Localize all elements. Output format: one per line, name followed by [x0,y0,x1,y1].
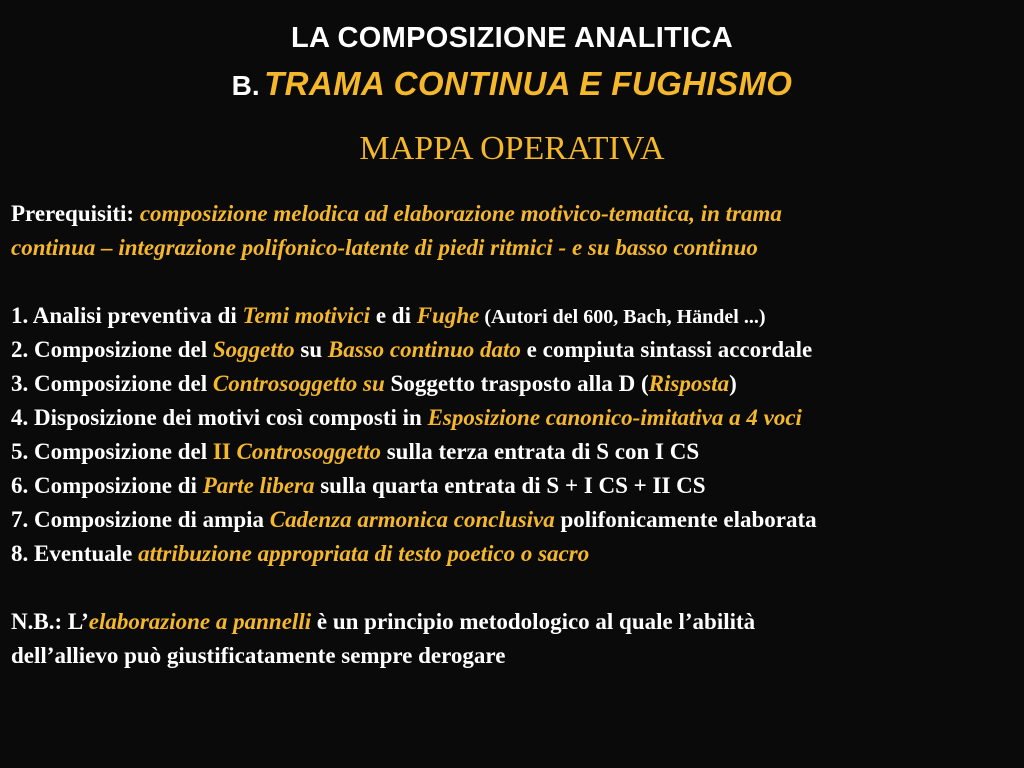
step-3-text-3: ) [729,371,737,396]
step-5-highlight: Controsoggetto [236,439,381,464]
step-8-highlight: attribuzione appropriata di testo poetico o sacro [138,541,590,566]
step-2-text-3: e compiuta sintassi accordale [520,337,813,362]
step-7-text-2: polifonicamente elaborata [554,507,817,532]
prerequisites-line-2 [11,231,1016,265]
step-8-text: 8. Eventuale [11,541,139,566]
step-8 [11,537,1016,571]
step-2-highlight: Soggetto [212,337,295,362]
step-6-highlight: Parte libera [202,473,315,498]
step-3-highlight-2: Risposta [648,371,730,396]
step-5 [11,435,1016,469]
step-1 [11,299,1016,333]
step-6-text-2: sulla quarta entrata di S + I CS + II CS [314,473,706,498]
step-2-text: 2. Composizione del [11,337,213,362]
step-3-highlight: Controsoggetto su [212,371,385,396]
slide-body [11,197,1016,673]
step-4-text: 4. Disposizione dei motivi così composti in [11,405,428,430]
prerequisites-text-1: composizione melodica ad elaborazione motivico-tematica, in trama [139,201,782,226]
step-2 [11,333,1016,367]
step-5-numeral: II [212,439,231,464]
step-1-highlight-2: Fughe [416,303,480,328]
note-label: N.B.: L’ [11,609,89,634]
step-7-text: 7. Composizione di ampia [11,507,270,532]
step-5-text-2: sulla terza entrata di S con I CS [380,439,700,464]
note-text-2: dell’allievo può giustificatamente sempre derogare [11,643,506,668]
spacer [11,571,1016,605]
note-line-1 [11,605,1016,639]
step-1-authors: (Autori del 600, Bach, Händel ...) [479,306,766,328]
step-1-highlight: Temi motivici [242,303,371,328]
step-6 [11,469,1016,503]
section-letter: B. [231,70,260,101]
prerequisites-text-2: continua – integrazione polifonico-latente di piedi ritmici - e su basso continuo [11,235,758,260]
note-line-2 [11,639,1016,673]
step-6-text: 6. Composizione di [11,473,203,498]
step-4-highlight: Esposizione canonico-imitativa a 4 voci [427,405,802,430]
step-2-highlight-2: Basso continuo dato [327,337,521,362]
section-title: TRAMA CONTINUA E FUGHISMO [264,65,793,102]
step-3 [11,367,1016,401]
note-highlight: elaborazione a pannelli [88,609,312,634]
prerequisites-label: Prerequisiti: [11,201,135,226]
map-heading: MAPPA OPERATIVA [359,130,665,167]
step-1-text-2: e di [370,303,417,328]
slide-title: LA COMPOSIZIONE ANALITICA [291,22,733,54]
slide-subtitle-heading [0,64,1024,111]
spacer [11,265,1016,299]
step-3-text-2: Soggetto trasposto alla D ( [384,371,649,396]
step-7 [11,503,1016,537]
note-text: è un principio metodologico al quale l’abilità [311,609,756,634]
prerequisites-line-1 [11,197,1016,231]
step-3-text: 3. Composizione del [11,371,213,396]
step-2-text-2: su [294,337,328,362]
step-7-highlight: Cadenza armonica conclusiva [269,507,555,532]
step-5-text: 5. Composizione del [11,439,213,464]
step-1-text: 1. Analisi preventiva di [11,303,243,328]
step-4 [11,401,1016,435]
